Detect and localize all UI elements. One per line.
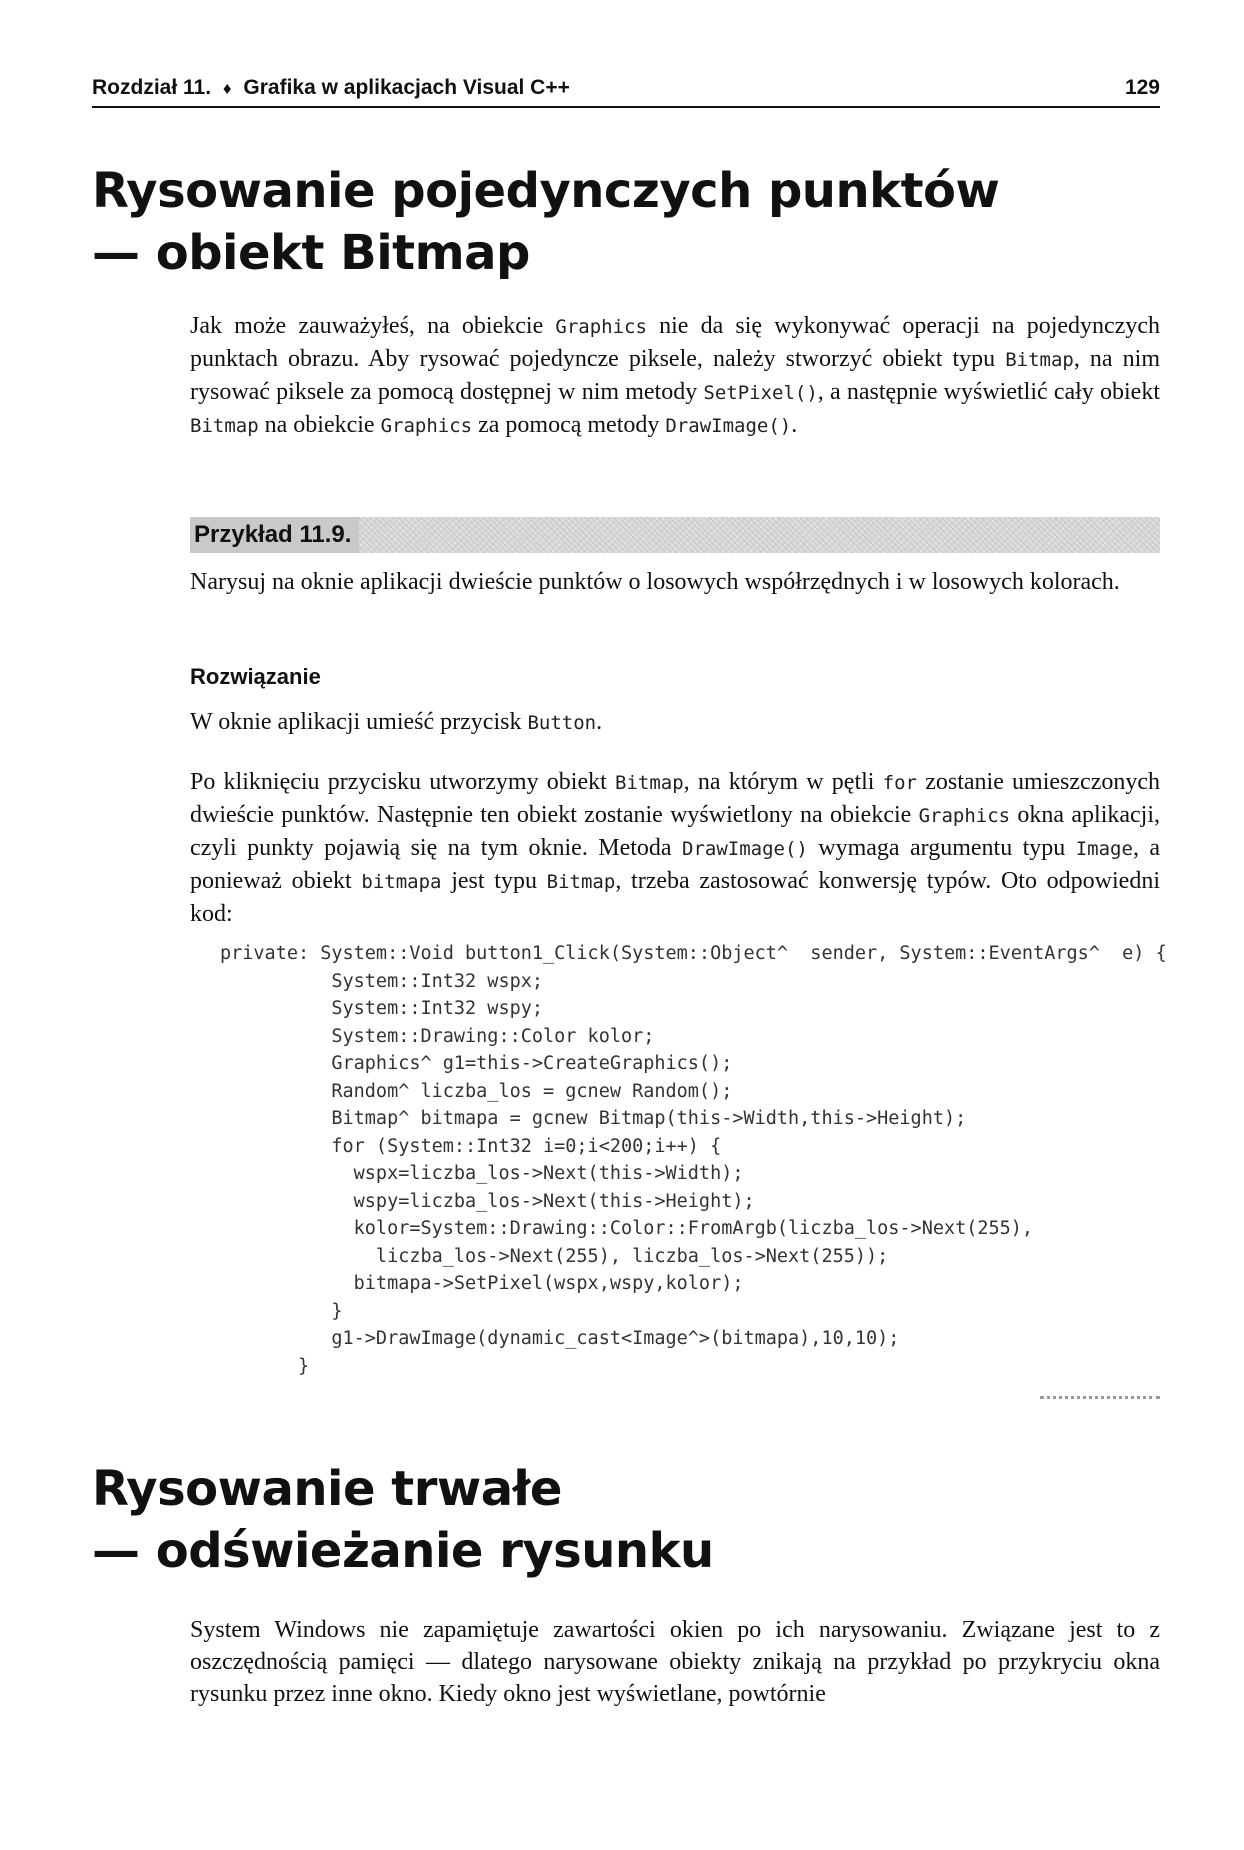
- solution-paragraph-1: W oknie aplikacji umieść przycisk Button.: [190, 709, 603, 735]
- chapter-heading: [92, 76, 570, 100]
- code-listing: private: System::Void button1_Click(System::Object^ sender, System::EventArgs^ e) { System::Int32 wspx; System::Int32 wspy; System::Drawing::Color kolor; Graphics^ g1=this->CreateGraphics(); Random^ liczba_los = gcnew Random(); Bitmap^ bitmapa = gcnew Bitmap(this->Width,this->Height); for (System::Int32 i=0;i<200;i++) { wspx=liczba_los->Next(this->Width); wspy=liczba_los->Next(this->Height); kolor=System::Drawing::Color::FromArgb(liczba_los->Next(255), liczba_los->Next(255), liczba_los->Next(255)); bitmapa->SetPixel(wspx,wspy,kolor); } g1->DrawImage(dynamic_cast<Image^>(bitmapa),10,10); }: [220, 943, 1167, 1377]
- page-number: 129: [1124, 76, 1160, 99]
- section-title-line: Rysowanie pojedynczych punktów: [92, 163, 1000, 219]
- inline-code: SetPixel(): [703, 382, 818, 404]
- inline-code: bitmapa: [361, 871, 442, 893]
- inline-code: DrawImage(): [682, 838, 808, 860]
- inline-code: Bitmap: [190, 415, 259, 437]
- diamond-icon: ♦: [222, 79, 232, 98]
- inline-code: Image: [1075, 838, 1133, 860]
- intro-paragraph: Jak może zauważyłeś, na obiekcie Graphics nie da się wykonywać operacji na pojedynczych punktach obrazu. Aby rysować pojedyncze piksele, należy stworzyć obiekt typu Bitmap, na nim rysować piksele za pomocą dostępnej w nim metody SetPixel(), a następnie wyświetlić cały obiekt Bitmap na obiekcie Graphics za pomocą metody DrawImage().: [190, 313, 1160, 438]
- refresh-paragraph: System Windows nie zapamiętuje zawartości okien po ich narysowaniu. Związane jest to z oszczędnością pamięci — dlatego narysowane obiekty znikają na przykład po przykryciu okna rysunku przez inne okno. Kiedy okno jest wyświetlane, powtórnie: [190, 1617, 1160, 1707]
- section-title-line: Rysowanie trwałe: [92, 1461, 562, 1517]
- example-task: Narysuj na oknie aplikacji dwieście punktów o losowych współrzędnych i w losowych kolorach.: [190, 569, 1120, 595]
- running-header: [92, 76, 1160, 108]
- chapter-title: Grafika w aplikacjach Visual C++: [243, 76, 570, 99]
- inline-code: Bitmap: [546, 871, 616, 893]
- chapter-number: Rozdział 11.: [92, 76, 212, 99]
- section-title-refresh: [92, 1458, 1192, 1582]
- example-banner: [190, 517, 1160, 553]
- section-title-line: — obiekt Bitmap: [92, 225, 530, 281]
- inline-code: Button: [527, 712, 597, 734]
- example-label: Przykład 11.9.: [190, 517, 359, 553]
- example-end-rule: [1040, 1396, 1160, 1399]
- inline-code: Graphics: [555, 316, 647, 338]
- inline-code: for: [882, 772, 917, 794]
- inline-code: DrawImage(): [665, 415, 792, 437]
- solution-heading: Rozwiązanie: [190, 664, 321, 689]
- inline-code: Bitmap: [615, 772, 684, 794]
- solution-paragraph-2: Po kliknięciu przycisku utworzymy obiekt Bitmap, na którym w pętli for zostanie umieszczonych dwieście punktów. Następnie ten obiekt zostanie wyświetlony na obiekcie Graphics okna aplikacji, czyli punkty pojawią się na tym oknie. Metoda DrawImage() wymaga argumentu typu Image, a ponieważ obiekt bitmapa jest typu Bitmap, trzeba zastosować konwersję typów. Oto odpowiedni kod:: [190, 769, 1161, 927]
- inline-code: Bitmap: [1005, 349, 1074, 371]
- inline-code: Graphics: [380, 415, 473, 437]
- section-title-bitmap: [92, 160, 1192, 284]
- section-title-line: — odświeżanie rysunku: [92, 1523, 714, 1579]
- inline-code: Graphics: [918, 805, 1011, 827]
